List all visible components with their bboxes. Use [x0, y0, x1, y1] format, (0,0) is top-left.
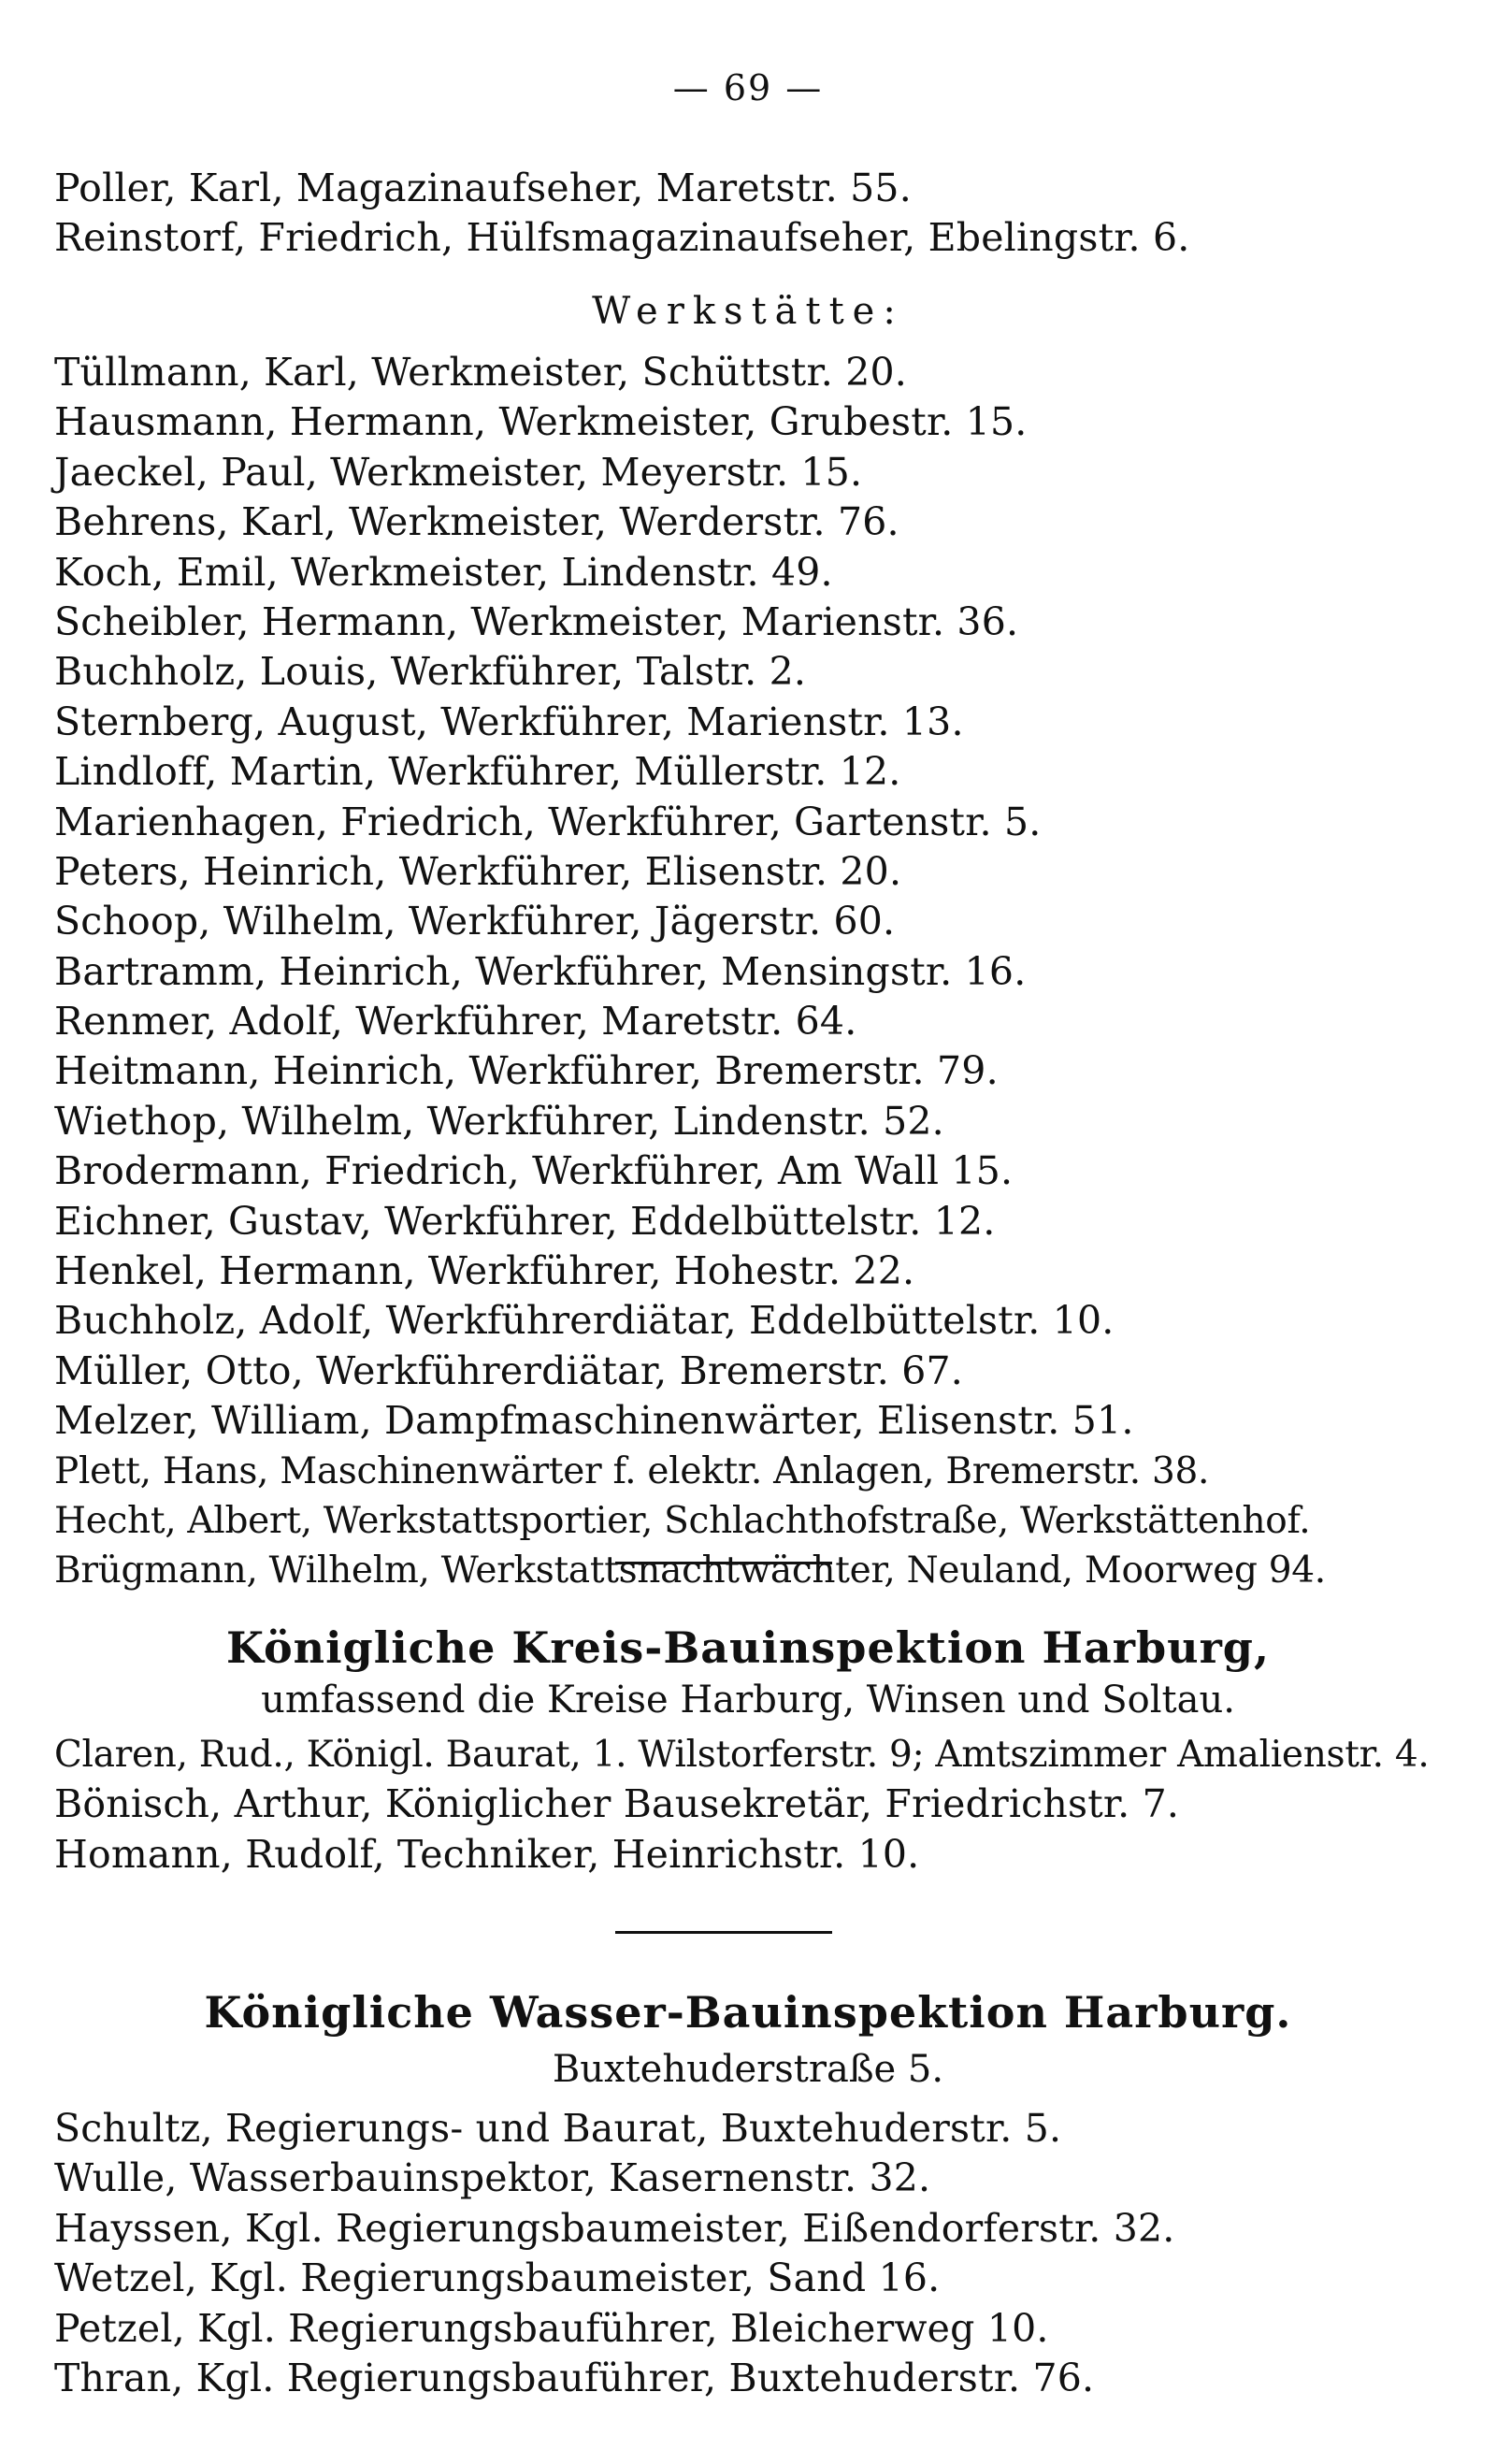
list-item: Koch, Emil, Werkmeister, Lindenstr. 49. [54, 549, 833, 595]
list-item: Henkel, Hermann, Werkführer, Hohestr. 22. [54, 1248, 915, 1294]
list-item: Poller, Karl, Magazinaufseher, Maretstr. 55. [54, 166, 912, 210]
wasser-bauinspektion-subtitle: Buxtehuderstraße 5. [552, 2048, 944, 2091]
list-item: Peters, Heinrich, Werkführer, Elisenstr. 20. [54, 848, 902, 894]
list-item: Jaeckel, Paul, Werkmeister, Meyerstr. 15. [54, 449, 863, 495]
wasser-bauinspektion-entries [54, 2104, 1447, 2403]
list-item: Reinstorf, Friedrich, Hülfsmagazinaufseher, Ebelingstr. 6. [54, 215, 1190, 261]
list-item: Schoop, Wilhelm, Werkführer, Jägerstr. 60. [54, 899, 896, 944]
list-item: Wiethop, Wilhelm, Werkführer, Lindenstr. 52. [54, 1098, 944, 1144]
list-item: Sternberg, August, Werkführer, Marienstr. 13. [54, 699, 964, 744]
list-item: Buchholz, Louis, Werkführer, Talstr. 2. [54, 649, 807, 695]
list-item: Schultz, Regierungs- und Baurat, Buxtehuderstr. 5. [54, 2106, 1062, 2151]
page-number: — 69 — [672, 67, 824, 108]
list-item: Scheibler, Hermann, Werkmeister, Marienstr. 36. [54, 598, 1019, 644]
list-item: Tüllmann, Karl, Werkmeister, Schüttstr. 20. [54, 350, 908, 395]
list-item: Marienhagen, Friedrich, Werkführer, Gartenstr. 5. [54, 799, 1042, 844]
intro-entries [54, 164, 1447, 264]
kreis-bauinspektion-title: Königliche Kreis-Bauinspektion Harburg, [225, 1622, 1270, 1673]
list-item: Plett, Hans, Maschinenwärter f. elektr. Anlagen, Bremerstr. 38. [54, 1449, 1210, 1492]
list-item: Wetzel, Kgl. Regierungsbaumeister, Sand 16. [54, 2255, 941, 2301]
list-item: Bönisch, Arthur, Königlicher Bausekretär, Friedrichstr. 7. [54, 1781, 1180, 1827]
list-item: Müller, Otto, Werkführerdiätar, Bremerstr. 67. [54, 1347, 963, 1393]
list-item: Brodermann, Friedrich, Werkführer, Am Wall 15. [54, 1148, 1014, 1194]
section-divider [615, 1931, 832, 1934]
list-item: Petzel, Kgl. Regierungsbauführer, Bleicherweg 10. [54, 2305, 1049, 2351]
kreis-bauinspektion-entries [54, 1730, 1447, 1880]
kreis-bauinspektion-subtitle: umfassend die Kreise Harburg, Winsen und Soltau. [261, 1679, 1235, 1722]
section-divider [615, 1562, 832, 1564]
list-item: Buchholz, Adolf, Werkführerdiätar, Eddelbüttelstr. 10. [54, 1298, 1115, 1344]
list-item: Hausmann, Hermann, Werkmeister, Grubestr. 15. [54, 399, 1028, 445]
list-item: Brügmann, Wilhelm, Werkstattsnachtwächter, Neuland, Moorweg 94. [54, 1549, 1326, 1592]
list-item: Homann, Rudolf, Techniker, Heinrichstr. 10. [54, 1831, 920, 1877]
list-item: Melzer, William, Dampfmaschinenwärter, Elisenstr. 51. [54, 1398, 1134, 1444]
list-item: Wulle, Wasserbauinspektor, Kasernenstr. 32. [54, 2155, 931, 2201]
list-item: Behrens, Karl, Werkmeister, Werderstr. 76. [54, 499, 899, 545]
list-item: Hayssen, Kgl. Regierungsbaumeister, Eißendorferstr. 32. [54, 2205, 1175, 2251]
list-item: Lindloff, Martin, Werkführer, Müllerstr. 12. [54, 749, 901, 795]
list-item: Bartramm, Heinrich, Werkführer, Mensingstr. 16. [54, 948, 1027, 994]
werkstaette-heading: Werkstätte: [592, 290, 904, 333]
list-item: Eichner, Gustav, Werkführer, Eddelbüttelstr. 12. [54, 1198, 996, 1244]
list-item: Thran, Kgl. Regierungsbauführer, Buxtehuderstr. 76. [54, 2355, 1095, 2400]
wasser-bauinspektion-title: Königliche Wasser-Bauinspektion Harburg. [204, 1987, 1292, 2038]
list-item: Heitmann, Heinrich, Werkführer, Bremerstr. 79. [54, 1048, 999, 1094]
list-item: Claren, Rud., Königl. Baurat, 1. Wilstorferstr. 9; Amtszimmer Amalienstr. 4. [54, 1734, 1430, 1776]
list-item: Hecht, Albert, Werkstattsportier, Schlachthofstraße, Werkstättenhof. [54, 1499, 1311, 1542]
werkstaette-entries [54, 348, 1447, 1596]
list-item: Renmer, Adolf, Werkführer, Maretstr. 64. [54, 999, 857, 1045]
